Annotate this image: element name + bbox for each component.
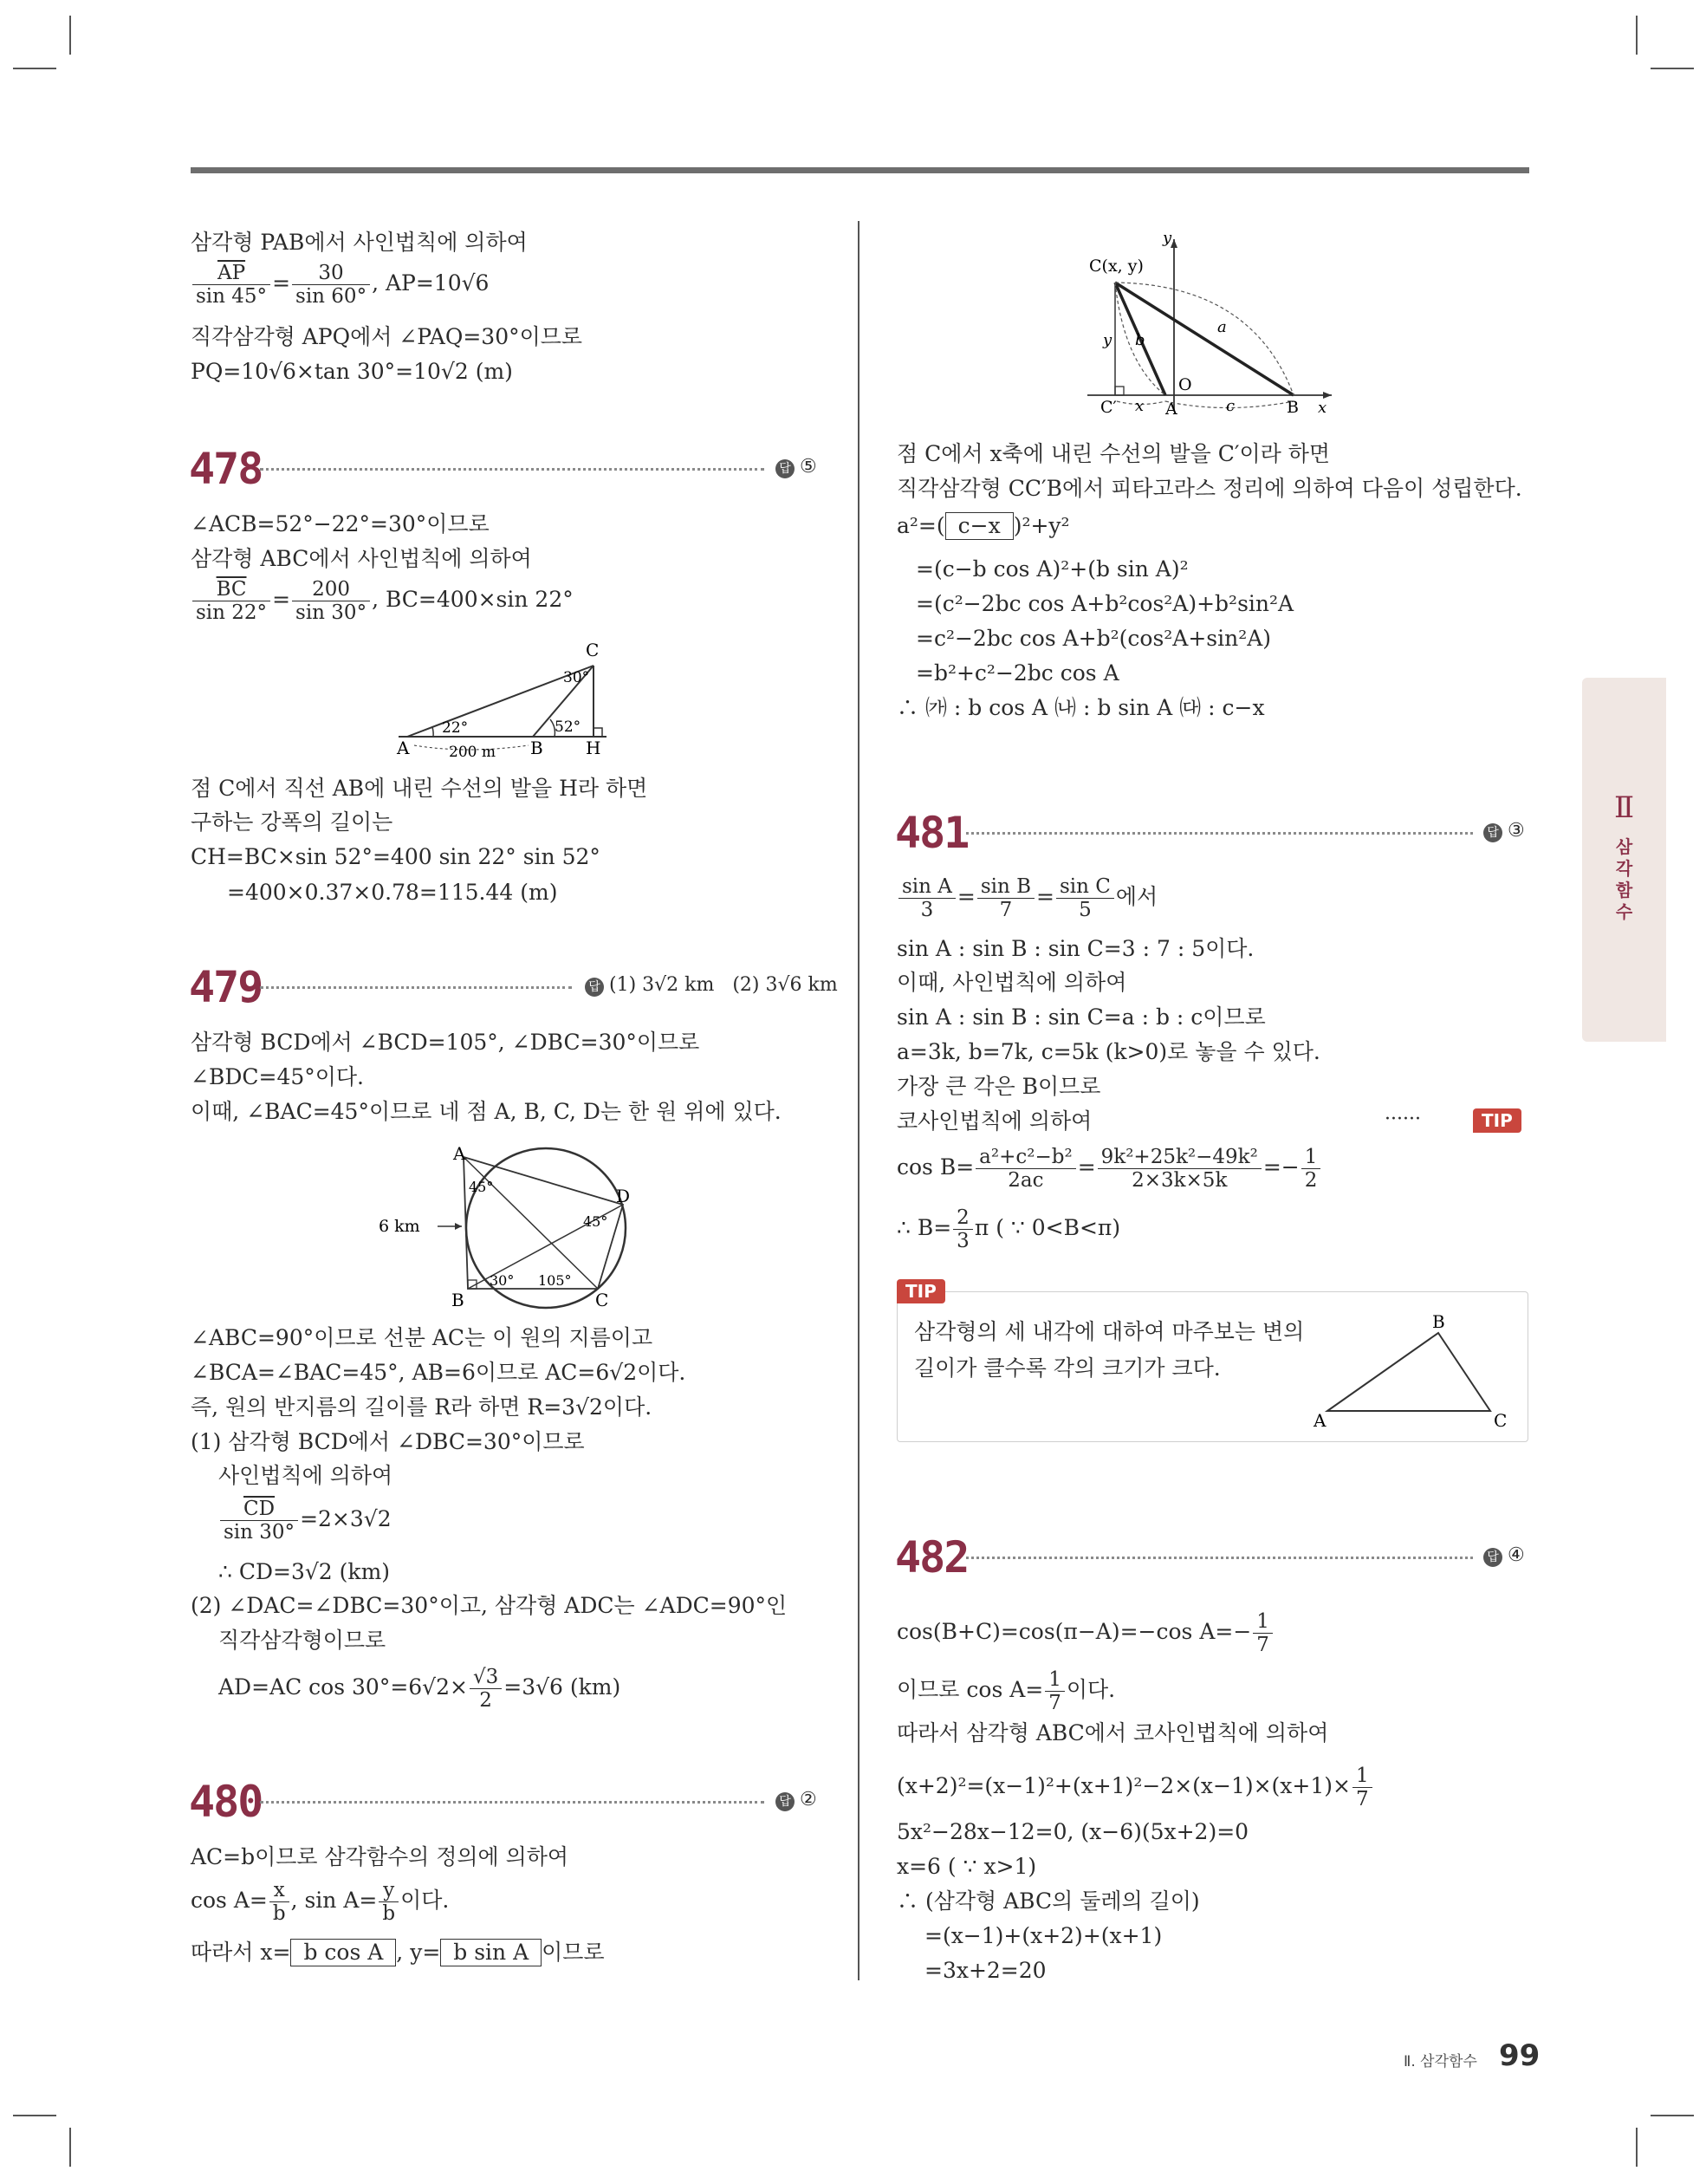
fraction: $\frac{√3}{2}$ xyxy=(470,1666,502,1712)
problem-number: 479 xyxy=(189,962,263,1012)
fraction: $\frac{x}{b}$ xyxy=(269,1879,289,1925)
fraction: $\frac{\text{a²+c²−b²}}{2ac}$ xyxy=(976,1146,1076,1192)
equation-line: 이므로 cos A= $\frac{1}{7}$ 이다. xyxy=(897,1668,1116,1714)
label-B: B xyxy=(530,738,543,758)
equation-line: $\frac{\overline{CD}}{\sin 30^\circ}$ =2×3√2 xyxy=(218,1498,392,1544)
crop-mark xyxy=(1651,68,1694,69)
label-D: D xyxy=(616,1186,631,1206)
answer-icon: 답 xyxy=(775,1792,795,1811)
equation-line: a²=( c−x )²+y² xyxy=(897,513,1070,538)
header-rule xyxy=(191,167,1529,173)
dotted-leader xyxy=(966,1557,1473,1559)
text-line: AC=b이므로 삼각함수의 정의에 의하여 xyxy=(191,1844,569,1869)
crop-mark xyxy=(1636,16,1638,55)
answer-icon: 답 xyxy=(775,459,795,478)
fraction: $\frac{2}{3}$ xyxy=(953,1206,973,1252)
label-H: H xyxy=(586,738,601,758)
angle-label: 45° xyxy=(469,1179,494,1195)
angle-label: 30° xyxy=(563,669,590,686)
text-line: =(x−1)+(x+2)+(x+1) xyxy=(924,1923,1163,1948)
text-line: (1) 삼각형 BCD에서 ∠DBC=30°이므로 xyxy=(191,1429,585,1454)
answer-label: 답 ② xyxy=(775,1789,817,1811)
equation-line: $\frac{\text{sin A}}{3}$ = $\frac{\text{sin B}}{7}$ = $\frac{\text{sin C}}{5}$ 에서 xyxy=(897,875,1158,921)
crop-mark xyxy=(69,2128,71,2167)
text-line: 즉, 원의 반지름의 길이를 R라 하면 R=3√2이다. xyxy=(191,1394,652,1420)
text-line: =(c²−2bc cos A+b²cos²A)+b²sin²A xyxy=(916,591,1294,616)
text-line: PQ=10√6×tan 30°=10√2 (m) xyxy=(191,359,513,384)
crop-mark xyxy=(69,16,71,55)
label-C: C xyxy=(595,1290,609,1310)
side-label-a: a xyxy=(1217,318,1227,336)
text-line: 삼각형 BCD에서 ∠BCD=105°, ∠DBC=30°이므로 xyxy=(191,1030,700,1055)
crop-mark xyxy=(13,68,56,69)
problem-number: 478 xyxy=(189,444,263,494)
text-line: =3x+2=20 xyxy=(924,1958,1047,1983)
label-A: A xyxy=(1165,400,1177,419)
answer-icon: 답 xyxy=(1483,1548,1502,1567)
crop-mark xyxy=(1636,2128,1638,2167)
fraction: $\frac{1}{2}$ xyxy=(1301,1146,1321,1192)
triangle-diagram-478 xyxy=(390,637,624,763)
chapter-title-vertical: 삼 각 함 수 xyxy=(1615,836,1633,922)
equation-line: (x+2)²=(x−1)²+(x+1)²−2×(x−1)×(x+1)× $\frac{1}{7}$ xyxy=(897,1765,1374,1810)
equation-line: cos(B+C)=cos(π−A)=−cos A=− $\frac{1}{7}$ xyxy=(897,1610,1275,1656)
label-C-prime: C′ xyxy=(1100,398,1117,417)
angle-label: 105° xyxy=(538,1272,572,1289)
answer-label: 답 ③ xyxy=(1483,820,1525,842)
text-line: sin A : sin B : sin C=3 : 7 : 5이다. xyxy=(897,936,1255,961)
circle-diagram-479 xyxy=(368,1140,645,1313)
problem-number: 480 xyxy=(189,1777,263,1827)
text-line: 구하는 강폭의 길이는 xyxy=(191,809,393,835)
label-C: C xyxy=(586,640,600,660)
crop-mark xyxy=(1651,2115,1694,2116)
label-A: A xyxy=(397,738,410,758)
fraction: $\frac{y}{b}$ xyxy=(379,1879,399,1925)
equation-line: $\frac{\overline{AP}}{\sin 45^\circ}$ = $\frac{30}{\sin 60^\circ}$ , AP=10√6 xyxy=(191,262,489,308)
dotted-leader xyxy=(260,1801,764,1804)
equation-line: cos A= $\frac{x}{b}$ , sin A= $\frac{y}{b}$ 이다. xyxy=(191,1879,450,1925)
axis-label-x: x xyxy=(1318,399,1327,417)
text-line: ∠ABC=90°이므로 선분 AC는 이 원의 지름이고 xyxy=(191,1325,653,1350)
chapter-numeral: Ⅱ xyxy=(1613,790,1635,825)
text-line: =c²−2bc cos A+b²(cos²A+sin²A) xyxy=(916,626,1272,651)
angle-label: 52° xyxy=(555,718,581,736)
label-O: O xyxy=(1178,375,1192,394)
text-line: 이때, ∠BAC=45°이므로 네 점 A, B, C, D는 한 원 위에 있다. xyxy=(191,1099,782,1124)
dotted-leader xyxy=(260,986,572,989)
text-line: 가장 큰 각은 B이므로 xyxy=(897,1074,1101,1099)
text-line: ∴ CD=3√2 (km) xyxy=(218,1559,391,1584)
side-label-y: y xyxy=(1103,331,1112,349)
text-line: 직각삼각형 APQ에서 ∠PAQ=30°이므로 xyxy=(191,324,583,349)
footer-section: Ⅱ. 삼각함수 xyxy=(1404,2053,1477,2070)
text-line: 따라서 삼각형 ABC에서 코사인법칙에 의하여 xyxy=(897,1720,1329,1745)
answer-box: b cos A xyxy=(290,1939,396,1966)
tip-badge: TIP xyxy=(897,1279,945,1303)
text-line: a=3k, b=7k, c=5k (k>0)로 놓을 수 있다. xyxy=(897,1039,1320,1064)
answer-label: 답 ⑤ xyxy=(775,456,817,478)
dotted-leader xyxy=(966,832,1473,835)
text-line: 점 C에서 x축에 내린 수선의 발을 C′이라 하면 xyxy=(897,441,1331,466)
text-line: ∠ACB=52°−22°=30°이므로 xyxy=(191,511,490,536)
answer-icon: 답 xyxy=(1483,823,1502,842)
tip-leader: ······ xyxy=(1385,1108,1421,1130)
text-line: =(c−b cos A)²+(b sin A)² xyxy=(916,556,1189,582)
equation-line: $\frac{\overline{BC}}{\sin 22^\circ}$ = $\frac{200}{\sin 30^\circ}$ , BC=400×sin 22° xyxy=(191,578,574,624)
answer-label: 답 ④ xyxy=(1483,1544,1525,1567)
label-B: B xyxy=(451,1290,464,1310)
text-line: 이때, 사인법칙에 의하여 xyxy=(897,970,1127,995)
angle-label: 30° xyxy=(490,1272,515,1289)
text-line: sin A : sin B : sin C=a : b : c이므로 xyxy=(897,1004,1266,1030)
text-line: 삼각형 ABC에서 사인법칙에 의하여 xyxy=(191,546,532,571)
text-line: 사인법칙에 의하여 xyxy=(218,1463,393,1488)
tip-badge: TIP xyxy=(1473,1108,1521,1133)
equation-line: AD=AC cos 30°=6√2× $\frac{√3}{2}$ =3√6 (km) xyxy=(218,1666,621,1712)
distance-label: 200 m xyxy=(449,744,496,761)
equation-line: ∴ B= $\frac{2}{3}$ π ( ∵ 0<B<π) xyxy=(897,1206,1121,1252)
problem-number: 481 xyxy=(895,808,969,858)
angle-label: 45° xyxy=(583,1213,608,1230)
distance-label: 6 km xyxy=(379,1217,420,1236)
label-C: C(x, y) xyxy=(1089,257,1144,276)
column-divider xyxy=(858,221,859,1980)
fraction: $\frac{200}{\sin 30^\circ}$ xyxy=(292,578,370,624)
fraction: $\frac{1}{7}$ xyxy=(1045,1668,1065,1714)
label-C: C xyxy=(1494,1410,1508,1430)
axis-label-y: y xyxy=(1163,232,1172,247)
text-line: =400×0.37×0.78=115.44 (m) xyxy=(227,880,558,905)
text-line: CH=BC×sin 52°=400 sin 22° sin 52° xyxy=(191,844,600,869)
side-label-x: x xyxy=(1135,397,1145,415)
label-A: A xyxy=(1314,1410,1327,1430)
coordinate-diagram-480 xyxy=(1079,232,1339,419)
problem-number: 482 xyxy=(895,1532,969,1583)
text-line: 5x²−28x−12=0, (x−6)(5x+2)=0 xyxy=(897,1819,1249,1844)
text-line: 직각삼각형 CC′B에서 피타고라스 정리에 의하여 다음이 성립한다. xyxy=(897,476,1522,501)
fraction: $\frac{30}{\sin 60^\circ}$ xyxy=(292,262,370,308)
side-label-b: b xyxy=(1135,331,1145,349)
label-B: B xyxy=(1432,1311,1445,1332)
equation-line: cos B= $\frac{\text{a²+c²−b²}}{2ac}$ = $\frac{\text{9k²+25k²−49k²}}{2\times 3k\times 5k}$ =− $\frac{1}{2}$ xyxy=(897,1146,1322,1192)
text-line: 삼각형 PAB에서 사인법칙에 의하여 xyxy=(191,230,528,255)
answer-box: b sin A xyxy=(440,1939,542,1966)
text-line: ∴ (삼각형 ABC의 둘레의 길이) xyxy=(897,1888,1200,1914)
text-line: x=6 ( ∵ x>1) xyxy=(897,1854,1037,1879)
dotted-leader xyxy=(260,468,764,471)
answer-icon: 답 xyxy=(585,978,604,997)
tip-text: 길이가 클수록 각의 크기가 크다. xyxy=(914,1355,1221,1381)
text-line: =b²+c²−2bc cos A xyxy=(916,660,1119,686)
answer-label: 답 (1) 3√2 km (2) 3√6 km xyxy=(585,974,838,997)
text-line: ∴ ㈎ : b cos A ㈏ : b sin A ㈐ : c−x xyxy=(897,695,1265,720)
fraction: $\frac{\overline{AP}}{\sin 45^\circ}$ xyxy=(192,262,270,308)
text-line: 코사인법칙에 의하여 xyxy=(897,1108,1093,1134)
text-line: ∠BDC=45°이다. xyxy=(191,1064,364,1089)
fraction: $\frac{1}{7}$ xyxy=(1253,1610,1273,1656)
answer-box: c−x xyxy=(945,512,1014,540)
label-B: B xyxy=(1287,398,1299,417)
fraction: $\frac{\text{sin A}}{3}$ xyxy=(898,875,956,921)
text-line: (2) ∠DAC=∠DBC=30°이고, 삼각형 ADC는 ∠ADC=90°인 xyxy=(191,1593,788,1618)
label-A: A xyxy=(453,1143,466,1164)
chapter-side-tab xyxy=(1582,678,1666,1042)
tip-triangle-diagram xyxy=(1307,1309,1515,1430)
fraction: $\frac{\overline{CD}}{\sin 30^\circ}$ xyxy=(220,1498,298,1544)
side-label-c: c xyxy=(1226,397,1236,415)
text-line: 따라서 x= b cos A , y= b sin A 이므로 xyxy=(191,1940,605,1965)
fraction: $\frac{\text{sin B}}{7}$ xyxy=(977,875,1035,921)
fraction: $\frac{1}{7}$ xyxy=(1352,1765,1372,1810)
tip-text: 삼각형의 세 내각에 대하여 마주보는 변의 xyxy=(914,1319,1305,1344)
text-line: 점 C에서 직선 AB에 내린 수선의 발을 H라 하면 xyxy=(191,776,648,801)
text-line: ∠BCA=∠BAC=45°, AB=6이므로 AC=6√2이다. xyxy=(191,1360,686,1385)
crop-mark xyxy=(13,2115,56,2116)
fraction: $\frac{\text{sin C}}{5}$ xyxy=(1056,875,1114,921)
angle-label: 22° xyxy=(442,719,469,737)
text-line: 직각삼각형이므로 xyxy=(218,1628,386,1653)
page-number: 99 xyxy=(1499,2038,1541,2073)
fraction: $\frac{\text{9k²+25k²−49k²}}{2\times 3k\times 5k}$ xyxy=(1098,1146,1262,1192)
fraction: $\frac{\overline{BC}}{\sin 22^\circ}$ xyxy=(192,578,270,624)
